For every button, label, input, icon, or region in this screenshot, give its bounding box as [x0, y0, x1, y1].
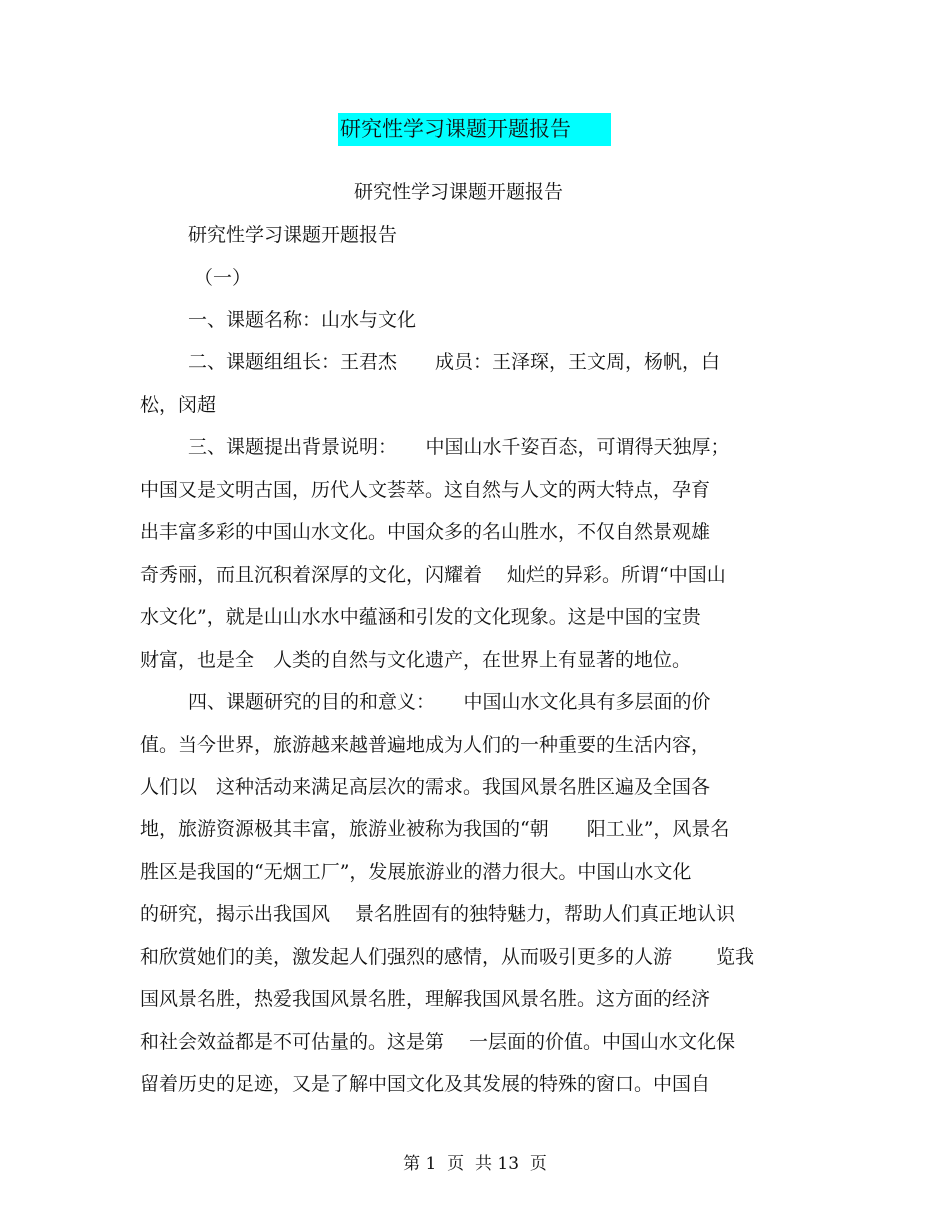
- page-number-footer: 第 1 页 共 13 页: [403, 1154, 547, 1174]
- paragraph-line: 四、课题研究的目的和意义： 中国山水文化具有多层面的价: [188, 691, 711, 713]
- paragraph-line: 和社会效益都是不可估量的。这是第 一层面的价值。中国山水文化保: [140, 1031, 736, 1053]
- paragraph-line: 三、课题提出背景说明： 中国山水千姿百态，可谓得天独厚；: [188, 436, 730, 458]
- section-heading: 研究性学习课题开题报告: [188, 224, 398, 246]
- paragraph-line: 水文化”，就是山山水水中蕴涵和引发的文化现象。这是中国的宝贵: [140, 606, 701, 628]
- paragraph-line: 地，旅游资源极其丰富，旅游业被称为我国的“朝 阳工业”，风景名: [140, 818, 730, 840]
- part-label: （一）: [194, 267, 252, 289]
- paragraph-line: 中国又是文明古国，历代人文荟萃。这自然与人文的两大特点，孕育: [140, 479, 711, 501]
- paragraph-line: 财富，也是全 人类的自然与文化遗产，在世界上有显著的地位。: [140, 649, 692, 671]
- paragraph-line: 值。当今世界，旅游越来越普遍地成为人们的一种重要的生活内容，: [140, 734, 711, 756]
- paragraph-line: 的研究，揭示出我国风 景名胜固有的独特魅力，帮助人们真正地认识: [140, 903, 736, 925]
- paragraph-line: 胜区是我国的“无烟工厂”，发展旅游业的潜力很大。中国山水文化: [140, 861, 692, 883]
- paragraph-line: 人们以 这种活动来满足高层次的需求。我国风景名胜区遍及全国各: [140, 776, 711, 798]
- paragraph-line: 松，闵超: [140, 394, 217, 416]
- paragraph-line: 二、课题组组长：王君杰 成员：王泽琛，王文周，杨帆，白: [188, 351, 721, 373]
- paragraph-line: 一、课题名称：山水与文化: [188, 309, 417, 331]
- paragraph-line: 和欣赏她们的美，激发起人们强烈的感情，从而吸引更多的人游 览我: [140, 946, 755, 968]
- paragraph-line: 留着历史的足迹，又是了解中国文化及其发展的特殊的窗口。中国自: [140, 1073, 711, 1095]
- document-title: 研究性学习课题开题报告: [340, 117, 571, 141]
- paragraph-line: 国风景名胜，热爱我国风景名胜，理解我国风景名胜。这方面的经济: [140, 988, 711, 1010]
- document-subtitle: 研究性学习课题开题报告: [354, 181, 564, 203]
- paragraph-line: 奇秀丽，而且沉积着深厚的文化，闪耀着 灿烂的异彩。所谓“中国山: [140, 564, 726, 586]
- paragraph-line: 出丰富多彩的中国山水文化。中国众多的名山胜水，不仅自然景观雄: [140, 521, 711, 543]
